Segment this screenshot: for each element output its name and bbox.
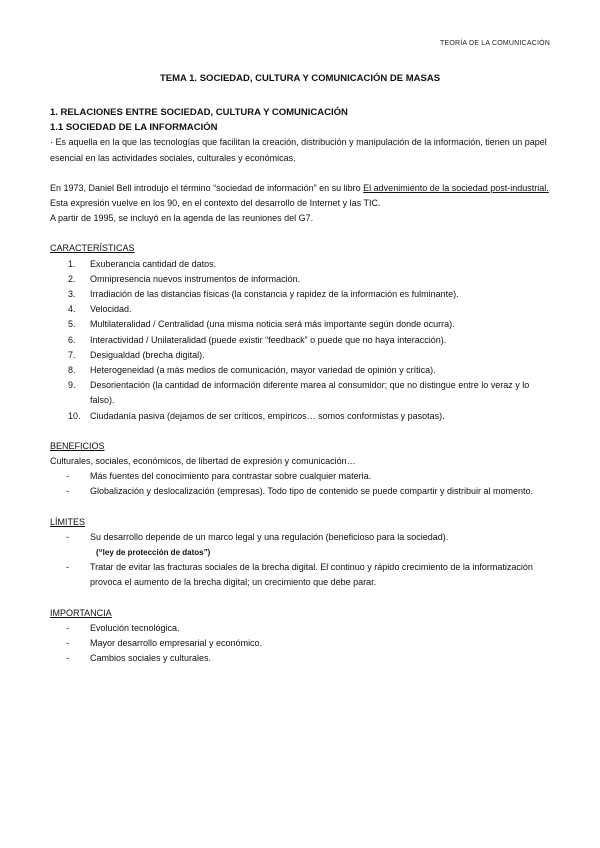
- list-item: - Tratar de evitar las fracturas sociales de la brecha digital. El continuo y rápido crecimiento de la informatización provoca el aumento de la brecha digital; un crecimiento que debe parar.: [66, 562, 533, 588]
- history-line-2: Esta expresión vuelve en los 90, en el contexto del desarrollo de Internet y las TIC.: [50, 198, 381, 209]
- benefits-intro: Culturales, sociales, económicos, de libertad de expresión y comunicación…: [50, 456, 356, 467]
- limits-list: [50, 530, 550, 591]
- list-item: 1. Exuberancia cantidad de datos.: [68, 258, 217, 269]
- subsection-heading: 1.1 SOCIEDAD DE LA INFORMACIÓN: [50, 122, 218, 134]
- list-item: - Su desarrollo depende de un marco legal y una regulación (beneficioso para la sociedad). (“ley de protección de datos”): [66, 531, 449, 558]
- document-body: [50, 105, 550, 667]
- list-item: 2. Omnipresencia nuevos instrumentos de información.: [68, 273, 301, 284]
- list-item: - Evolución tecnológica.: [66, 622, 180, 633]
- list-item: 7. Desigualdad (brecha digital).: [68, 349, 205, 360]
- list-item: 5. Multilateralidad / Centralidad (una misma noticia será más importante según donde ocurra).: [68, 319, 455, 330]
- importance-heading: IMPORTANCIA: [50, 607, 112, 618]
- history-paragraph: [50, 181, 550, 196]
- history-intro: En 1973, Daniel Bell introdujo el término “sociedad de información” en su libro: [50, 182, 364, 193]
- list-item: - Globalización y deslocalización (empresas). Todo tipo de contenido se puede compartir y distribuir al momento.: [66, 486, 534, 497]
- list-item: 6. Interactividad / Unilateralidad (puede existir “feedback” o puede que no haya interacción).: [68, 334, 447, 345]
- list-item: 4. Velocidad.: [68, 304, 132, 315]
- history-line-3: A partir de 1995, se incluyó en la agenda de las reuniones del G7.: [50, 213, 314, 224]
- importance-list: [50, 621, 550, 667]
- limits-heading: LÍMITES: [50, 516, 86, 527]
- data-protection-note: (“ley de protección de datos”): [96, 548, 211, 558]
- document-title: TEMA 1. SOCIEDAD, CULTURA Y COMUNICACIÓN DE MASAS: [159, 73, 441, 84]
- book-title: El advenimiento de la sociedad post-industrial.: [363, 182, 549, 193]
- list-item: - Cambios sociales y culturales.: [66, 653, 212, 664]
- characteristics-heading: CARACTERÍSTICAS: [50, 243, 135, 254]
- section-heading: 1. RELACIONES ENTRE SOCIEDAD, CULTURA Y COMUNICACIÓN: [50, 107, 348, 118]
- list-item: 8. Heterogeneidad (a más medios de comunicación, mayor variedad de opinión y crítica).: [68, 365, 436, 376]
- definition-paragraph: · Es aquella en la que las tecnologías que facilitan la creación, distribución y manipulación de la información, tienen un papel esencial en las actividades sociales, culturales y económicas.: [50, 137, 547, 163]
- characteristics-list: [50, 257, 550, 424]
- running-header: TEORÍA DE LA COMUNICACIÓN: [439, 40, 550, 47]
- benefits-heading: BENEFICIOS: [50, 440, 105, 451]
- list-item: 3. Irradiación de las distancias físicas (la constancia y rapidez de la información es fulminante).: [68, 289, 459, 300]
- list-item: - Mayor desarrollo empresarial y económico.: [66, 638, 263, 649]
- list-item: 10. Ciudadanía pasiva (dejamos de ser críticos, empíricos… somos conformistas y pasotas).: [68, 410, 445, 421]
- list-item: - Más fuentes del conocimiento para contrastar sobre cualquier materia.: [66, 471, 372, 482]
- list-item: 9. Desorientación (la cantidad de información diferente marea al consumidor; que no distingue entre lo veraz y lo falso).: [68, 380, 530, 406]
- benefits-list: [50, 469, 550, 499]
